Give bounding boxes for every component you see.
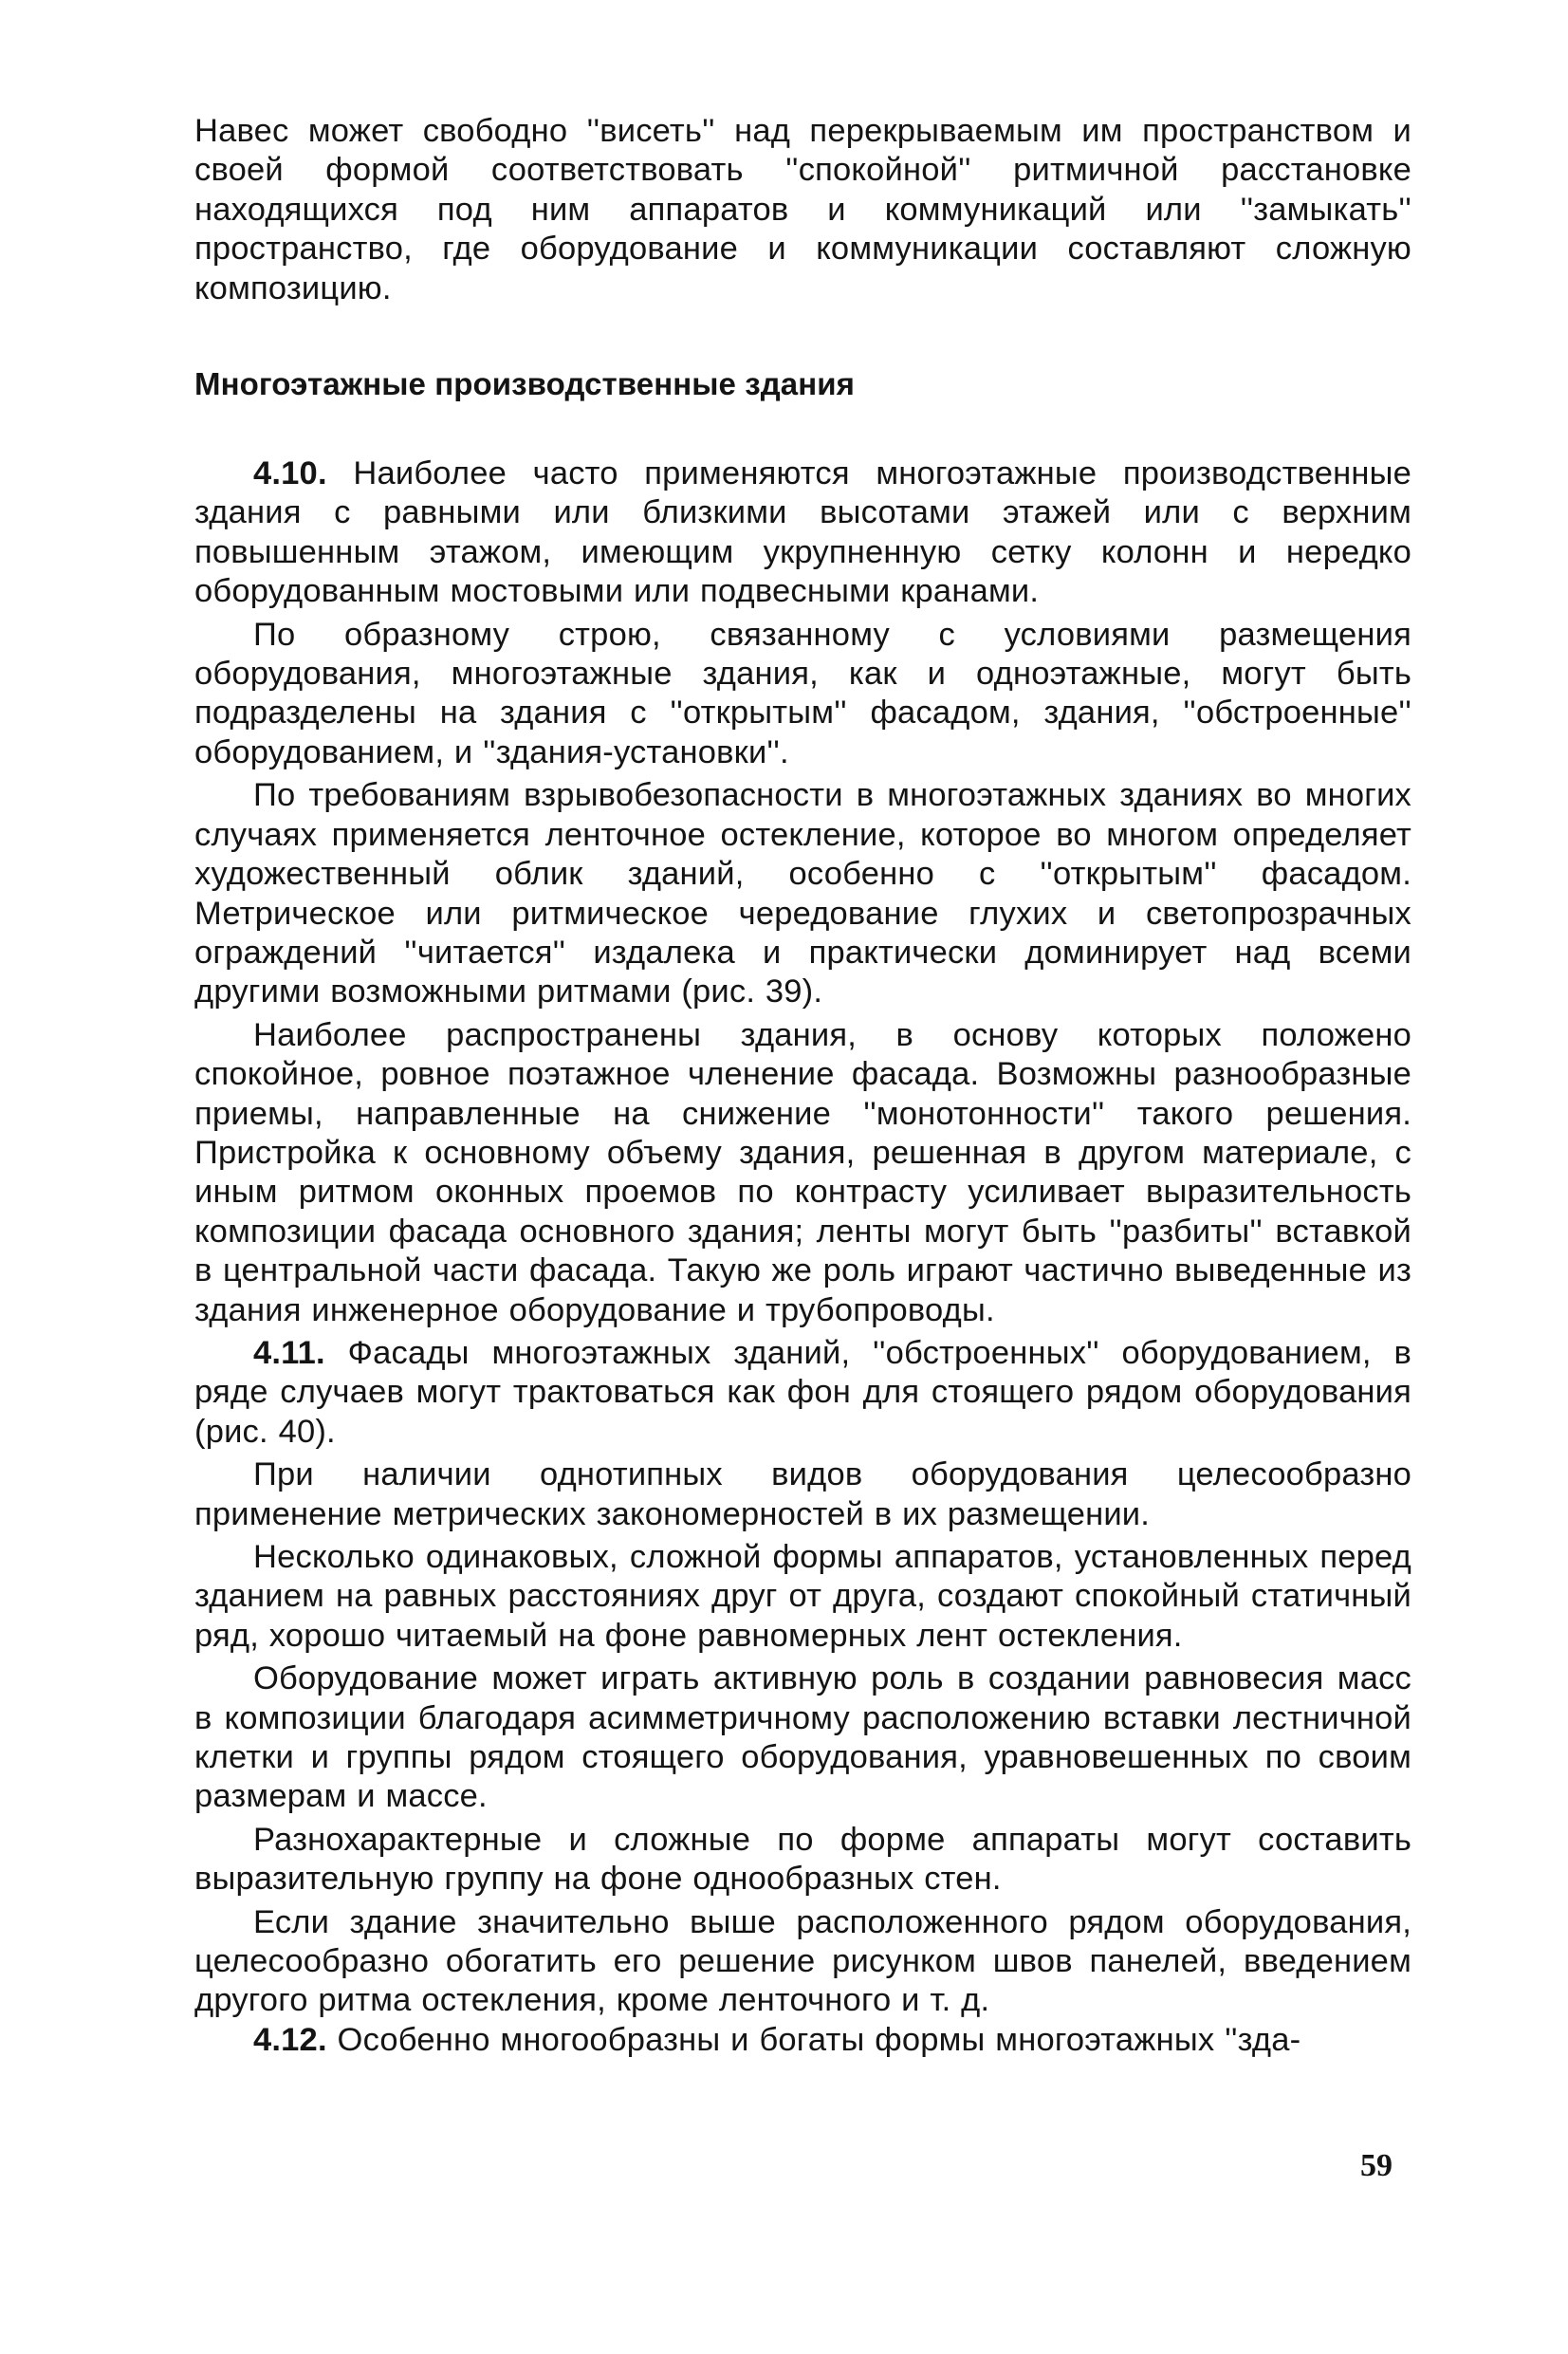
page-number: 59 <box>1360 2148 1393 2183</box>
paragraph: Разнохарактерные и сложные по форме аппараты могут составить выразительную группу на фоне однообразных стен. <box>194 1821 1411 1898</box>
paragraph: Оборудование может играть активную роль в создании равновесия масс в композиции благодаря асимметричному расположению вставки лестничной клетки и группы рядом стоящего оборудования, уравновешенных по своим размерам и массе. <box>194 1660 1411 1815</box>
paragraph: Наиболее распространены здания, в основу которых положено спокойное, ровное поэтажное членение фасада. Возможны разнообразные приемы, направленные на снижение ''монотонности'' такого решения. Пристройка к основному объему здания, решенная в другом материале, с иным ритмом оконных проемов по контрасту усиливает выразительность композиции фасада основного здания; ленты могут быть ''разбиты'' вставкой в центральной части фасада. Такую же роль играют частично выведенные из здания инженерное оборудование и трубопроводы. <box>194 1016 1411 1328</box>
section-number: 4.10. <box>253 455 327 492</box>
paragraph-text: Особенно многообразны и богаты формы многоэтажных ''зда- <box>337 2021 1301 2058</box>
paragraph: При наличии однотипных видов оборудования целесообразно применение метрических закономерностей в их размещении. <box>194 1456 1411 1532</box>
paragraph: Если здание значительно выше расположенного рядом оборудования, целесообразно обогатить его решение рисунком швов панелей, введением другого ритма остекления, кроме ленточного и т. д. <box>194 1903 1411 2019</box>
paragraph: По образному строю, связанному с условиями размещения оборудования, многоэтажные здания, как и одноэтажные, могут быть подразделены на здания с ''открытым'' фасадом, здания, ''обстроенные'' оборудованием, и ''здания-установки''. <box>194 616 1411 770</box>
paragraph-text: Наиболее часто применяются многоэтажные производственные здания с равными или близкими высотами этажей или с верхним повышенным этажом, имеющим укрупненную сетку колонн и нередко оборудованным мостовыми или подвесными кранами. <box>194 455 1411 610</box>
section-number: 4.12. <box>253 2021 327 2058</box>
page-body <box>194 112 1411 2060</box>
paragraph-4-10 <box>194 454 1411 612</box>
paragraph-text: Фасады многоэтажных зданий, ''обстроенных'' оборудованием, в ряде случаев могут трактоваться как фон для стоящего рядом оборудования (рис. 40). <box>194 1334 1411 1450</box>
section-heading: Многоэтажные производственные здания <box>194 366 856 402</box>
paragraph: По требованиям взрывобезопасности в многоэтажных зданиях во многих случаях применяется ленточное остекление, которое во многом определяет художественный облик зданий, особенно с ''открытым'' фасадом. Метрическое или ритмическое чередование глухих и светопрозрачных ограждений ''читается'' издалека и практически доминирует над всеми другими возможными ритмами (рис. 39). <box>194 777 1411 1010</box>
paragraph-4-11 <box>194 1334 1411 1452</box>
section-number: 4.11. <box>253 1334 325 1371</box>
intro-paragraph: Навес может свободно ''висеть'' над перекрываемым им пространством и своей формой соответствовать ''спокойной'' ритмичной расстановке находящихся под ним аппаратов и коммуникаций или ''замыкать'' пространство, где оборудование и коммуникации составляют сложную композицию. <box>194 113 1411 306</box>
paragraph: Несколько одинаковых, сложной формы аппаратов, установленных перед зданием на равных расстояниях друг от друга, создают спокойный статичный ряд, хорошо читаемый на фоне равномерных лент остекления. <box>194 1539 1411 1654</box>
paragraph-4-12 <box>194 2021 1411 2060</box>
